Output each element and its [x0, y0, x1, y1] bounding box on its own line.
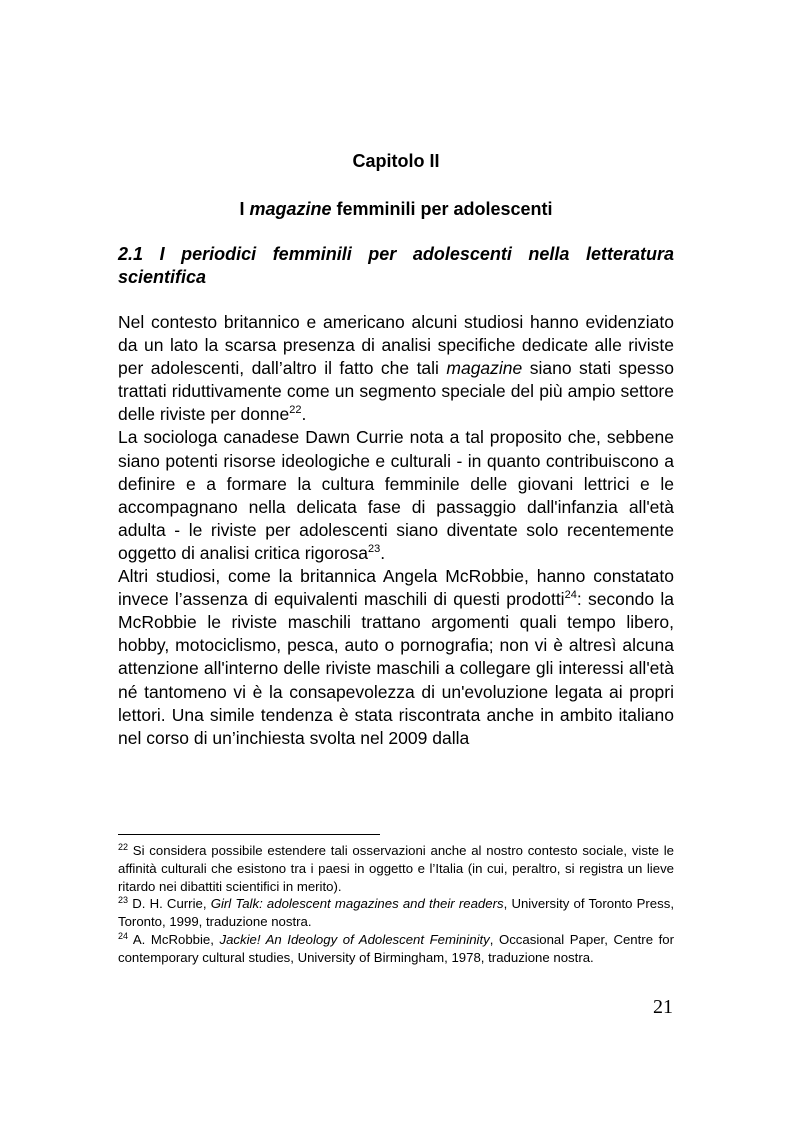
footnote-22 [118, 842, 674, 895]
paragraph-italic: magazine [446, 358, 523, 379]
footnote-italic: Jackie! An Ideology of Adolescent Femininity [219, 931, 490, 947]
footnote-ref-24[interactable]: 24 [564, 589, 577, 602]
paragraph-text: . [301, 404, 307, 425]
footnote-separator [118, 834, 380, 835]
paragraph-1 [118, 311, 674, 426]
footnote-text: , Occasional Paper, Centre for contemporary cultural studies, University of Birmingham, 1978, traduzione nostra. [118, 931, 674, 965]
chapter-title [118, 198, 674, 220]
footnote-number: 24 [118, 930, 129, 941]
footnote-italic: Girl Talk: adolescent magazines and their readers [210, 896, 504, 912]
chapter-title-italic: magazine [249, 199, 332, 219]
footnote-ref-22[interactable]: 22 [289, 404, 302, 417]
section-heading: 2.1 I periodici femminili per adolescenti nella letteratura scientifica [118, 244, 674, 287]
chapter-title-pre: I [239, 199, 250, 219]
footnote-ref-23[interactable]: 23 [368, 542, 381, 555]
paragraph-text: Altri studiosi, come la britannica Angela McRobbie, hanno constatato invece l’assenza di equivalenti maschili di questi prodotti [118, 566, 674, 610]
footnote-text: D. H. Currie, [128, 896, 211, 912]
footnote-23 [118, 895, 674, 931]
footnote-text: Si considera possibile estendere tali osservazioni anche al nostro contesto sociale, viste le affinità culturali che esistono tra i paesi in oggetto e l’Italia (in cui, peraltro, si registra un lieve ritardo nei dibattiti scientifici in merito). [118, 843, 674, 894]
paragraph-text: : secondo la McRobbie le riviste maschili trattano argomenti quali tempo libero, hobby, motociclismo, pesca, auto o pornografia; non vi è altresì alcuna attenzione all'interno delle riviste maschili a collegare gli interessi all'età né tantomeno vi è la consapevolezza di un'evoluzione legata ai propri lettori. Una simile tendenza è stata riscontrata anche in ambito italiano nel corso di un’inchiesta svolta nel 2009 dalla [118, 589, 675, 748]
footnote-number: 22 [118, 842, 129, 852]
paragraph-text: . [380, 542, 386, 563]
body-text [118, 311, 674, 750]
footnote-24 [118, 931, 674, 967]
page-number: 21 [653, 996, 673, 1018]
chapter-title-post: femminili per adolescenti [331, 199, 553, 219]
paragraph-text: La sociologa canadese Dawn Currie nota a tal proposito che, sebbene siano potenti risorse ideologiche e culturali - in quanto contribuiscono a definire e a formare la cultura femminile delle giovani lettrici e le accompagnano nella delicata fase di passaggio dall'infanzia all'età adulta - le riviste per adolescenti siano diventate solo recentemente oggetto di analisi critica rigorosa [118, 427, 674, 563]
paragraph-2 [118, 426, 674, 565]
paragraph-3 [118, 565, 674, 750]
footnote-text: A. McRobbie, [128, 931, 220, 947]
chapter-label: Capitolo II [352, 151, 440, 171]
paragraph-text: Nel contesto britannico e americano alcuni studiosi hanno evidenziato da un lato la scarsa presenza di analisi specifiche dedicate alle riviste per adolescenti, dall’altro il fatto che tali [118, 312, 674, 379]
footnotes [118, 842, 674, 967]
paragraph-text: siano stati spesso trattati riduttivamente come un segmento speciale del più ampio settore delle riviste per donne [118, 358, 674, 425]
footnote-text: , University of Toronto Press, Toronto, 1999, traduzione nostra. [118, 896, 674, 930]
footnote-number: 23 [118, 895, 129, 906]
